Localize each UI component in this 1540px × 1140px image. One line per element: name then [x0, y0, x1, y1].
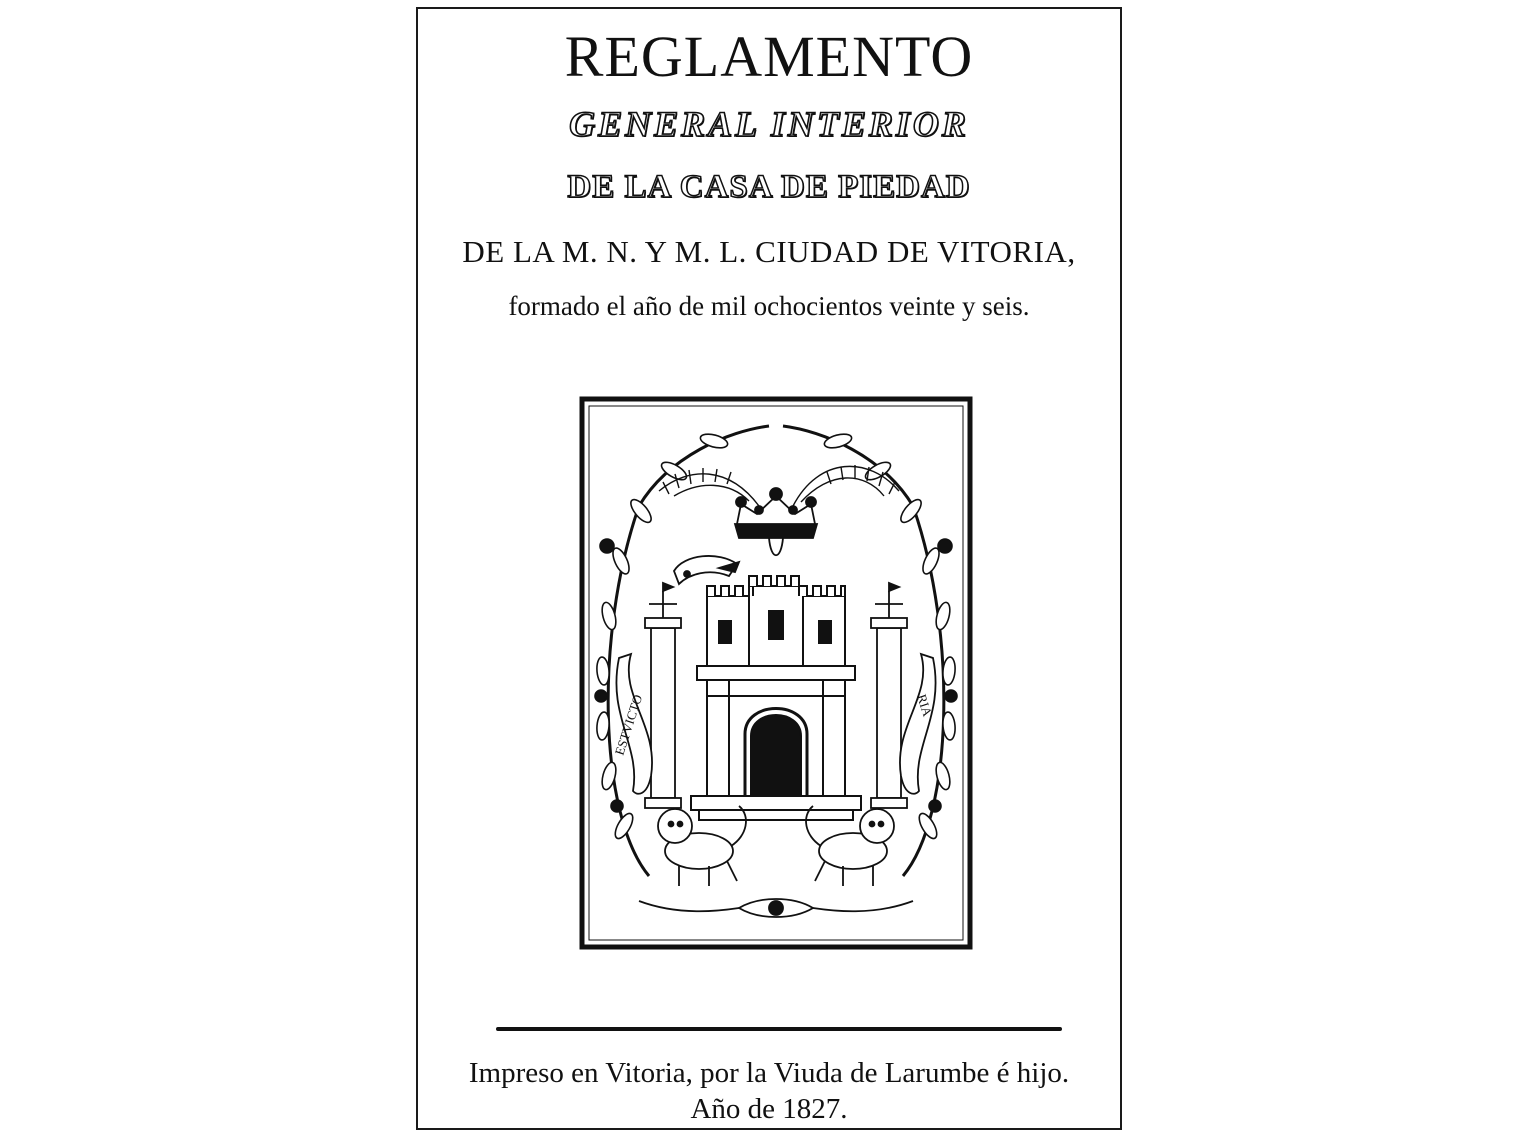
castle-icon: [691, 576, 861, 820]
subtitle-general-interior: GENERAL INTERIOR: [569, 104, 969, 144]
motto-left: ESTVICTO: [611, 692, 646, 757]
page-title: REGLAMENTO: [564, 24, 974, 89]
subtitle-ciudad-de-vitoria: DE LA M. N. Y M. L. CIUDAD DE VITORIA,: [462, 234, 1076, 269]
motto-right: RIA: [914, 692, 936, 719]
divider-rule: [496, 1027, 1062, 1031]
imprint-publisher: Impreso en Vitoria, por la Viuda de Larumbe é hijo.: [468, 1057, 1070, 1089]
coat-of-arms-emblem: [579, 396, 973, 950]
imprint-year: Año de 1827.: [690, 1093, 848, 1125]
subtitle-formado: formado el año de mil ochocientos veinte y seis.: [508, 291, 1030, 321]
title-page: [416, 7, 1122, 1130]
subtitle-casa-de-piedad: DE LA CASA DE PIEDAD: [567, 169, 971, 205]
